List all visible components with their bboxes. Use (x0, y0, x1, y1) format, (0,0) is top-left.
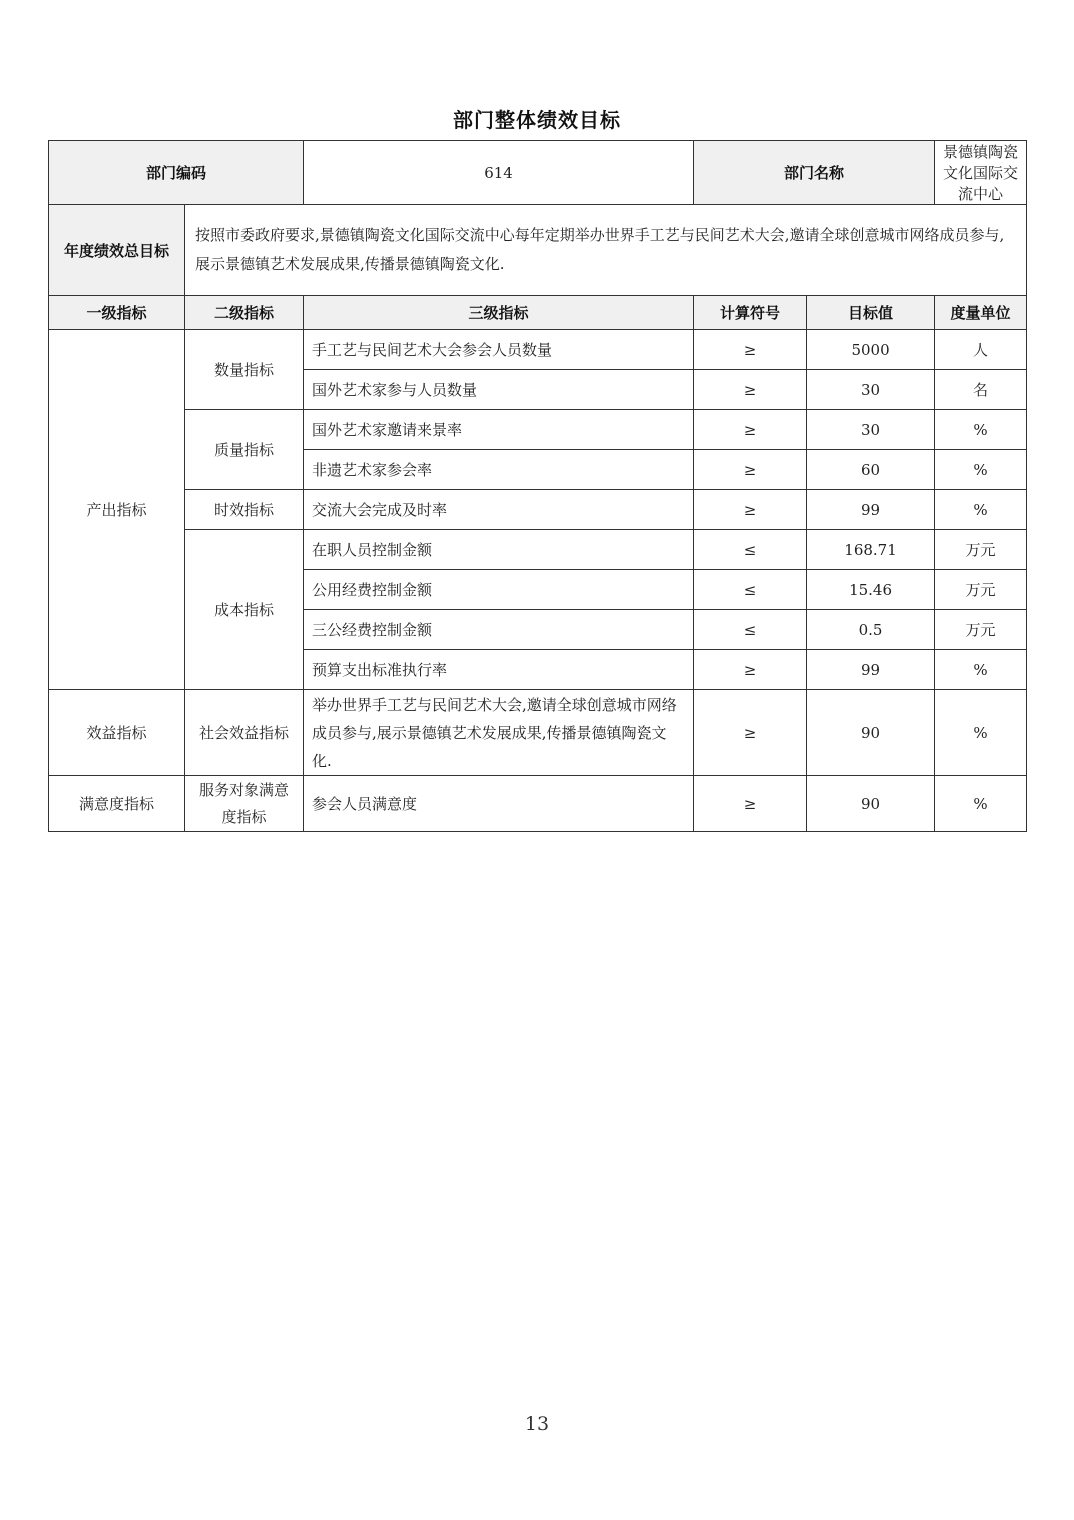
dept-name-label: 部门名称 (694, 141, 935, 205)
performance-table (48, 140, 1027, 832)
col-level1: 一级指标 (49, 296, 185, 330)
indicator-cell: 手工艺与民间艺术大会参会人员数量 (304, 330, 694, 370)
target-cell: 15.46 (807, 570, 935, 610)
symbol-cell: ≥ (694, 776, 807, 832)
column-header-row (49, 296, 1027, 330)
dept-code-value: 614 (304, 141, 694, 205)
target-cell: 90 (807, 690, 935, 776)
level2-quantity: 数量指标 (185, 330, 304, 410)
unit-cell: % (935, 450, 1027, 490)
unit-cell: 人 (935, 330, 1027, 370)
level1-benefit: 效益指标 (49, 690, 185, 776)
target-cell: 99 (807, 650, 935, 690)
symbol-cell: ≤ (694, 570, 807, 610)
unit-cell: 名 (935, 370, 1027, 410)
table-row (49, 690, 1027, 776)
target-cell: 99 (807, 490, 935, 530)
dept-name-value: 景德镇陶瓷文化国际交流中心 (935, 141, 1027, 205)
unit-cell: % (935, 650, 1027, 690)
target-cell: 60 (807, 450, 935, 490)
header-row (49, 141, 1027, 205)
table-row (49, 490, 1027, 530)
col-symbol: 计算符号 (694, 296, 807, 330)
level1-output: 产出指标 (49, 330, 185, 690)
symbol-cell: ≤ (694, 530, 807, 570)
col-level3: 三级指标 (304, 296, 694, 330)
symbol-cell: ≥ (694, 450, 807, 490)
symbol-cell: ≥ (694, 490, 807, 530)
level2-timeliness: 时效指标 (185, 490, 304, 530)
annual-goal-text: 按照市委政府要求,景德镇陶瓷文化国际交流中心每年定期举办世界手工艺与民间艺术大会,邀请全球创意城市网络成员参与,展示景德镇艺术发展成果,传播景德镇陶瓷文化. (185, 205, 1027, 296)
table-row (49, 410, 1027, 450)
unit-cell: 万元 (935, 570, 1027, 610)
target-cell: 5000 (807, 330, 935, 370)
symbol-cell: ≥ (694, 330, 807, 370)
page-number: 13 (524, 1413, 550, 1435)
indicator-cell: 在职人员控制金额 (304, 530, 694, 570)
unit-cell: 万元 (935, 530, 1027, 570)
unit-cell: % (935, 690, 1027, 776)
col-level2: 二级指标 (185, 296, 304, 330)
symbol-cell: ≥ (694, 690, 807, 776)
symbol-cell: ≥ (694, 410, 807, 450)
table-row (49, 776, 1027, 832)
indicator-cell: 交流大会完成及时率 (304, 490, 694, 530)
indicator-cell: 公用经费控制金额 (304, 570, 694, 610)
table-row (49, 530, 1027, 570)
dept-code-label: 部门编码 (49, 141, 304, 205)
target-cell: 90 (807, 776, 935, 832)
indicator-cell: 举办世界手工艺与民间艺术大会,邀请全球创意城市网络成员参与,展示景德镇艺术发展成果,传播景德镇陶瓷文化. (304, 690, 694, 776)
level1-satisfaction: 满意度指标 (49, 776, 185, 832)
level2-cost: 成本指标 (185, 530, 304, 690)
level2-service: 服务对象满意度指标 (185, 776, 304, 832)
indicator-cell: 预算支出标准执行率 (304, 650, 694, 690)
annual-goal-row (49, 205, 1027, 296)
level2-quality: 质量指标 (185, 410, 304, 490)
target-cell: 168.71 (807, 530, 935, 570)
unit-cell: % (935, 776, 1027, 832)
indicator-cell: 国外艺术家参与人员数量 (304, 370, 694, 410)
symbol-cell: ≤ (694, 610, 807, 650)
table-row (49, 330, 1027, 370)
target-cell: 30 (807, 410, 935, 450)
unit-cell: % (935, 490, 1027, 530)
annual-goal-label: 年度绩效总目标 (49, 205, 185, 296)
unit-cell: 万元 (935, 610, 1027, 650)
indicator-cell: 参会人员满意度 (304, 776, 694, 832)
level2-social: 社会效益指标 (185, 690, 304, 776)
symbol-cell: ≥ (694, 650, 807, 690)
page-title: 部门整体绩效目标 (453, 108, 621, 132)
indicator-cell: 非遗艺术家参会率 (304, 450, 694, 490)
unit-cell: % (935, 410, 1027, 450)
col-target: 目标值 (807, 296, 935, 330)
indicator-cell: 国外艺术家邀请来景率 (304, 410, 694, 450)
target-cell: 0.5 (807, 610, 935, 650)
symbol-cell: ≥ (694, 370, 807, 410)
target-cell: 30 (807, 370, 935, 410)
indicator-cell: 三公经费控制金额 (304, 610, 694, 650)
col-unit: 度量单位 (935, 296, 1027, 330)
